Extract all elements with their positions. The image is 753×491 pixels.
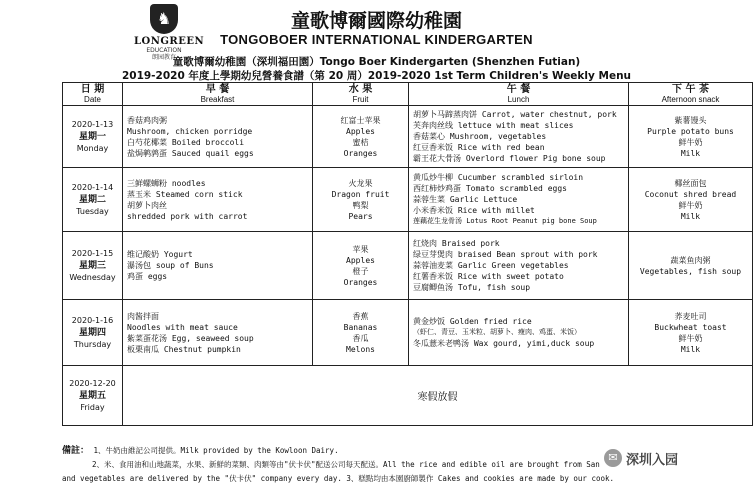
snack-cell: 蔬菜鱼肉粥 Vegetables, fish soup: [629, 232, 753, 300]
lunch-cell: 胡萝卜马蹄蒸肉饼 Carrot, water chestnut, pork 芙奔肉丝线 lettuce with meat slices 香菇菜心 Mushroom, vegetables 红豆香米饭 Rice with red bean 霸王花大骨汤 Overlord flower Pig bone soup: [409, 106, 629, 168]
snack-cell: 荞麦吐司 Buckwheat toast 鲜牛奶 Milk: [629, 300, 753, 366]
breakfast-cell: 肉酱拌面 Noodles with meat sauce 紫菜蛋花汤 Egg, seaweed soup 板栗南瓜 Chestnut pumpkin: [123, 300, 313, 366]
table-row: [63, 106, 753, 168]
school-line: 童歌博爾幼稚園（深圳福田園）Tongo Boer Kindergarten (Shenzhen Futian): [172, 56, 581, 68]
header-row: [63, 83, 753, 106]
watermark-text: 深圳入园: [626, 452, 679, 468]
date-cell: 2020-1-15 星期三 Wednesday: [63, 232, 123, 300]
col-lunch: 午 餐 Lunch: [409, 83, 629, 106]
title-english: TONGOBOER INTERNATIONAL KINDERGARTEN: [220, 32, 533, 47]
fruit-cell: 火龙果 Dragon fruit 鸭梨 Pears: [313, 168, 409, 232]
title-chinese: 童歌博爾國際幼稚園: [290, 10, 462, 32]
note-line-2: 2、米、食用油和山地蔬菜，水果、新鮮的菜類、肉類等由"伏卡伏"配送公司每天配送。All the rice and edible oil are brought from San: [92, 460, 600, 469]
col-date: 日 期 Date: [63, 83, 123, 106]
table-row: [63, 168, 753, 232]
table-row: [63, 232, 753, 300]
breakfast-cell: 维记酸奶 Yogurt 瀑汤包 soup of Buns 鸡蛋 eggs: [123, 232, 313, 300]
logo-shield-icon: ♞: [150, 4, 178, 34]
holiday-cell: 寒假放假: [123, 366, 753, 426]
col-snack: 下 午 茶 Afternoon snack: [629, 83, 753, 106]
col-fruit: 水 果 Fruit: [313, 83, 409, 106]
fruit-cell: 香蕉 Bananas 香瓜 Melons: [313, 300, 409, 366]
snack-cell: 紫薯馒头 Purple potato buns 鲜牛奶 Milk: [629, 106, 753, 168]
watermark: [604, 448, 740, 468]
note-line-3: and vegetables are delivered by the "伏卡伏" company every day. 3、糕點均由本園廚師製作 Cakes and cookies are made by our cook.: [62, 474, 615, 483]
breakfast-cell: 三鲜螺蛳粉 noodles 蒸玉米 Steamed corn stick 胡萝卜肉丝 shredded pork with carrot: [123, 168, 313, 232]
breakfast-cell: 香菇鸡肉粥 Mushroom, chicken porridge 白芍花椰菜 Boiled broccoli 盐焗鹌鹑蛋 Sauced quail eggs: [123, 106, 313, 168]
logo-sub-en: EDUCATION: [146, 47, 182, 54]
note-line-1: 1、牛奶由維記公司提供。Milk provided by the Kowloon Dairy.: [93, 446, 339, 455]
lunch-cell: 红烧肉 Braised pork 绿豆芽煲肉 braised Bean sprout with pork 蒜蓉油麦菜 Garlic Green vegetables 红薯香米饭 Rice with sweet potato 豆腐鲫鱼汤 Tofu, fish soup: [409, 232, 629, 300]
date-cell: 2020-1-13 星期一 Monday: [63, 106, 123, 168]
date-cell: 2020-1-14 星期二 Tuesday: [63, 168, 123, 232]
table-row: [63, 300, 753, 366]
lunch-cell: 黄金炒饭 Golden fried rice （虾仁、青豆、玉米粒、胡萝卜、瘦肉、鸡蛋、米饭） 冬瓜薏米老鸭汤 Wax gourd, yimi,duck soup: [409, 300, 629, 366]
col-breakfast: 早 餐 Breakfast: [123, 83, 313, 106]
lunch-cell: 黄瓜炒牛柳 Cucumber scrambled sirloin 西红柿炒鸡蛋 Tomato scrambled eggs 蒜蓉生菜 Garlic Lettuce 小米香米饭 Rice with millet 莲藕花生龙骨汤 Lotus Root Peanut pig bone Soup: [409, 168, 629, 232]
fruit-cell: 红富士苹果 Apples 蜜桔 Oranges: [313, 106, 409, 168]
menu-title: 2019-2020 年度上學期幼兒營養食譜（第 20 周）2019-2020 1st Term Children's Weekly Menu: [121, 70, 632, 82]
date-cell: 2020-1-16 星期四 Thursday: [63, 300, 123, 366]
snack-cell: 椰丝面包 Coconut shred bread 鲜牛奶 Milk: [629, 168, 753, 232]
notes-label: 備註：: [62, 446, 90, 456]
date-cell: 2020-12-20 星期五 Friday: [63, 366, 123, 426]
weekly-menu-table: [62, 82, 753, 426]
logo-sub-cn: 朗园教育: [151, 54, 176, 61]
logo-brand: LONGREEN: [134, 36, 205, 47]
fruit-cell: 苹果 Apples 橙子 Oranges: [313, 232, 409, 300]
wechat-icon: ✉: [604, 449, 622, 467]
table-row: [63, 366, 753, 426]
